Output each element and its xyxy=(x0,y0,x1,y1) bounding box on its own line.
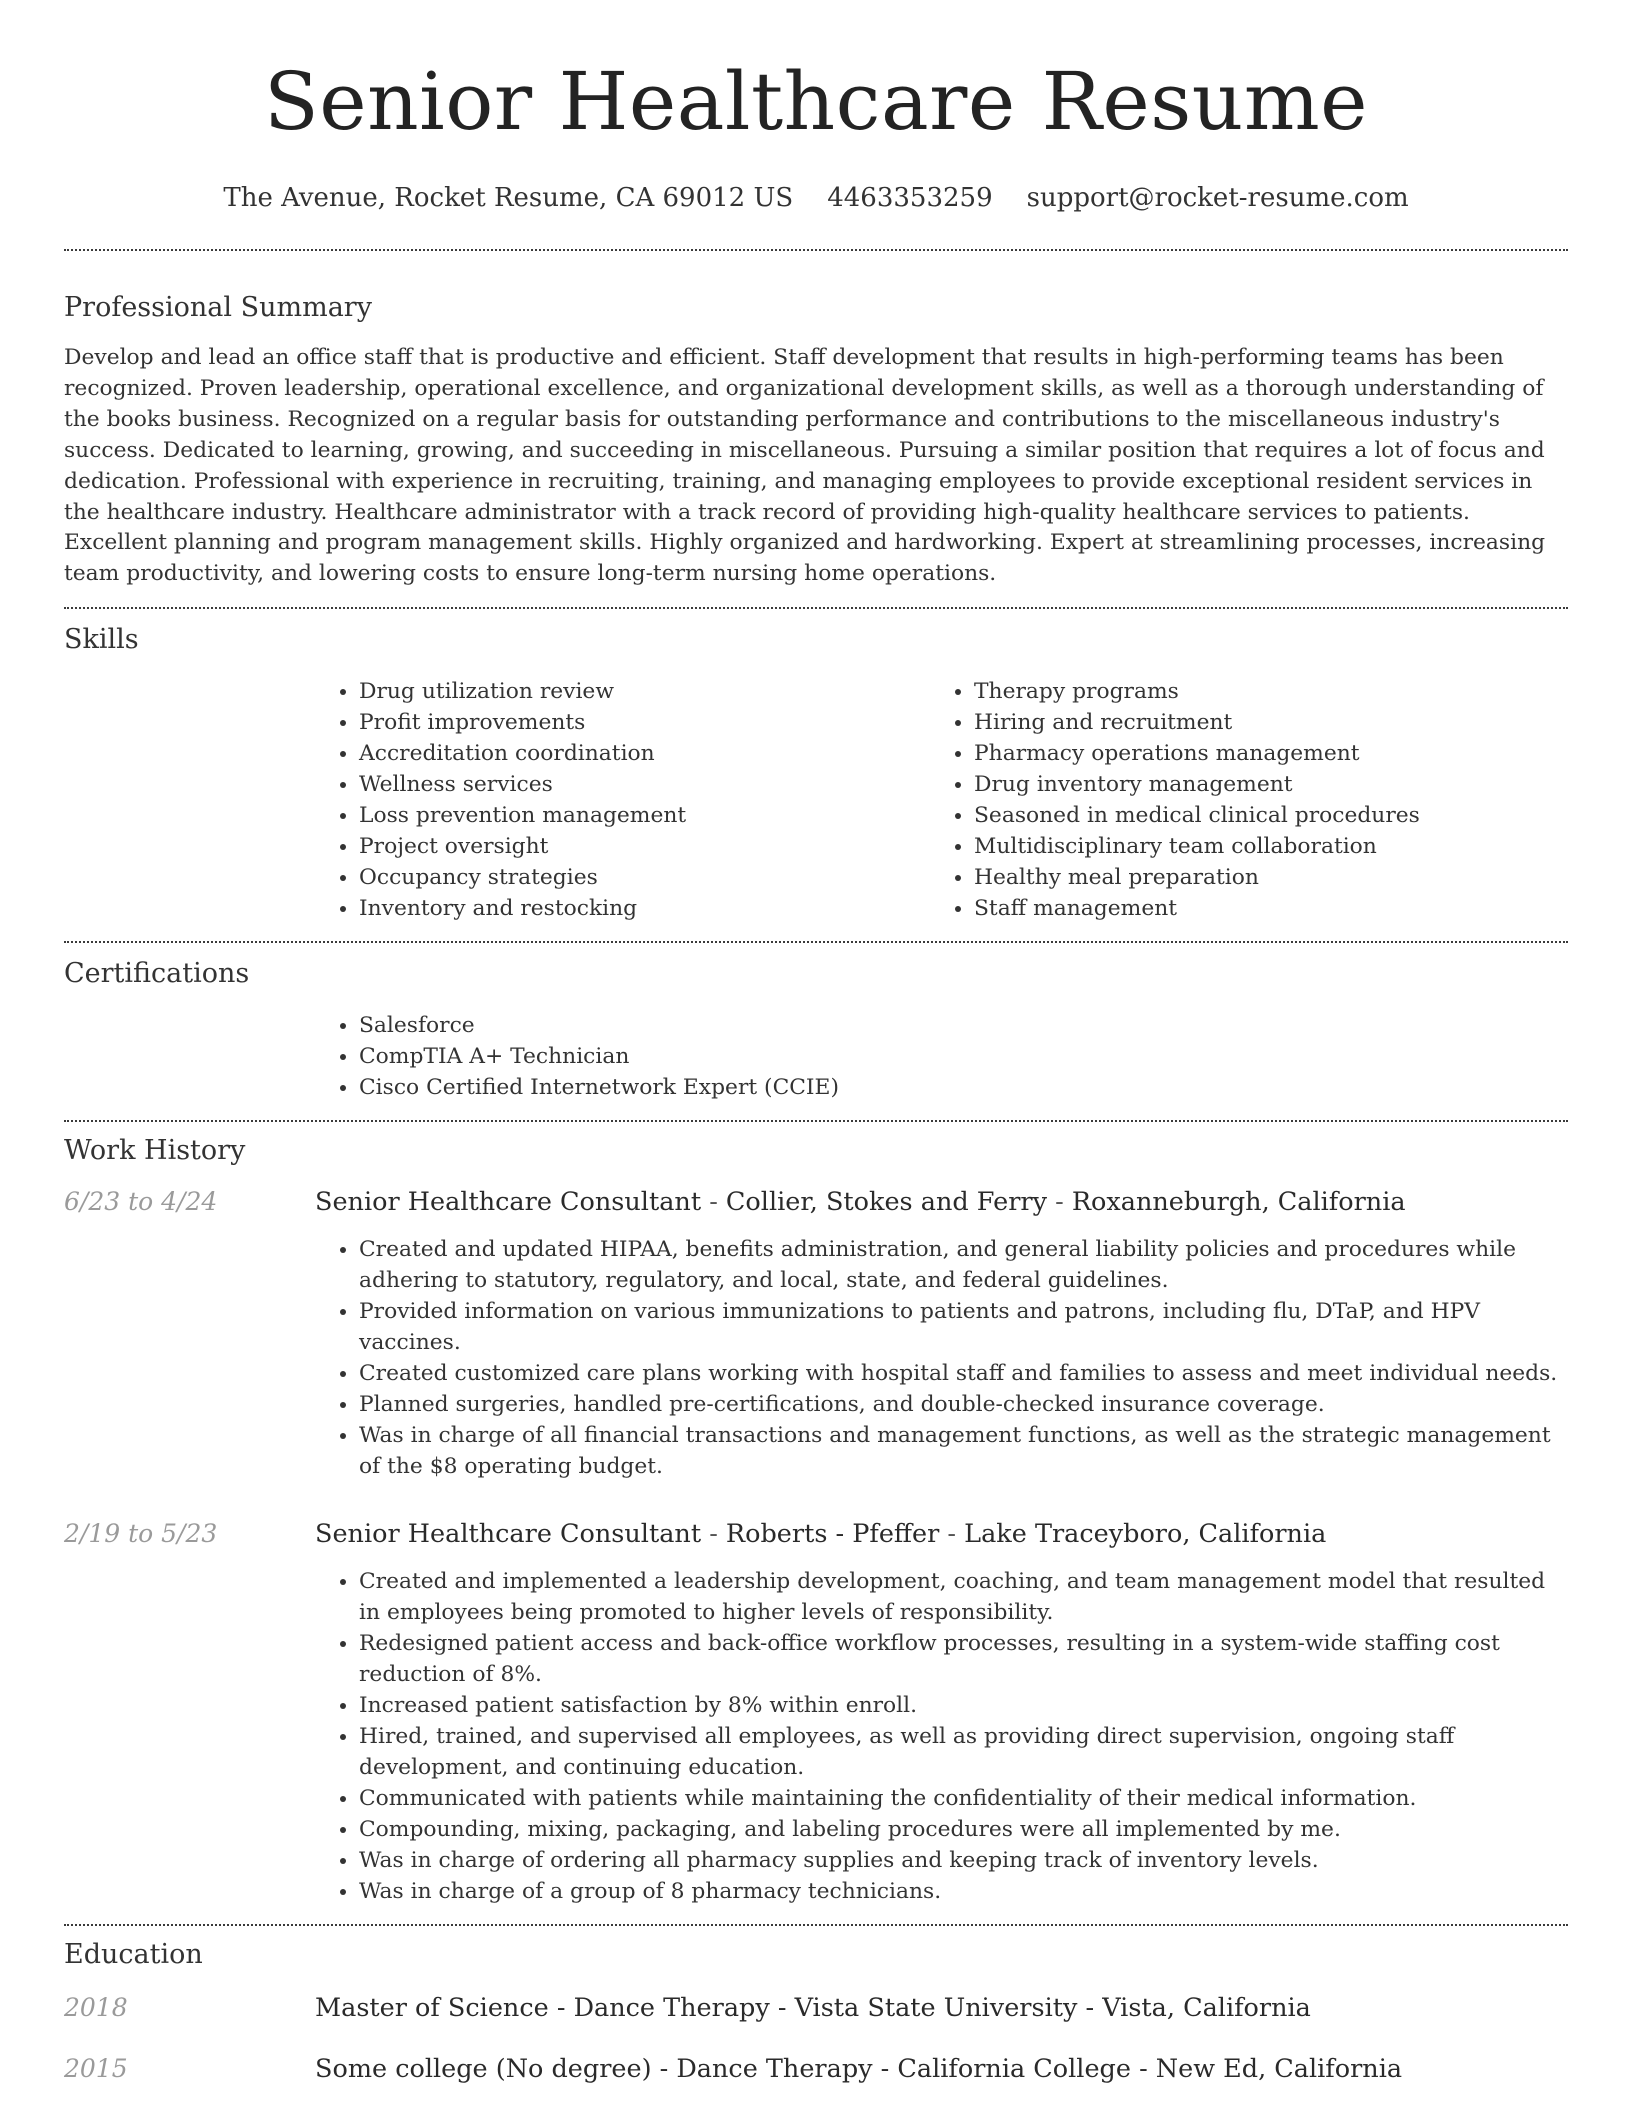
job-bullet: • Redesigned patient access and back-office workflow processes, resulting in a system-wide staffing cost reduction of 8%. xyxy=(359,1628,1568,1690)
education-year: 2018 xyxy=(64,1993,128,2023)
job-company: Collier, Stokes and Ferry xyxy=(725,1187,1047,1218)
job-header xyxy=(64,1519,1568,1549)
job-bullet: • Planned surgeries, handled pre-certifications, and double-checked insurance coverage. xyxy=(359,1389,1568,1420)
education-section xyxy=(64,1926,1568,2084)
education-entry xyxy=(64,1993,1568,2023)
job-bullet: • Was in charge of ordering all pharmacy supplies and keeping track of inventory levels. xyxy=(359,1845,1568,1876)
education-field: Dance Therapy xyxy=(676,2054,873,2085)
skill-item: • Drug utilization review xyxy=(359,676,930,707)
section-title-work: Work History xyxy=(64,1135,246,1167)
summary-text: Develop and lead an office staff that is productive and efficient. Staff development that results in high-performing teams has been recognized. Proven leadership, operational excellence, and organizational development skills, as well as a thorough understanding of the books business. Recognized on a regular basis for outstanding performance and contributions to the miscellaneous industry's success. Dedicated to learning, growing, and succeeding in miscellaneous. Pursuing a similar position that requires a lot of focus and dedication. Professional with experience in recruiting, training, and managing employees to provide exceptional resident services in the healthcare industry. Healthcare administrator with a track record of providing high-quality healthcare services to patients. Excellent planning and program management skills. Highly organized and hardworking. Expert at streamlining processes, increasing team productivity, and lowering costs to ensure long-term nursing home operations. xyxy=(64,345,1546,587)
contact-address: The Avenue, Rocket Resume, CA 69012 US xyxy=(223,183,794,213)
separator: - xyxy=(939,1519,965,1550)
certification-item: • CompTIA A+ Technician xyxy=(359,1041,1568,1072)
skill-item: • Inventory and restocking xyxy=(359,893,930,924)
skill-item: • Occupancy strategies xyxy=(359,862,930,893)
skill-item: • Hiring and recruitment xyxy=(974,707,1568,738)
skill-item: • Loss prevention management xyxy=(359,800,930,831)
education-title xyxy=(315,1993,1311,2023)
job-bullets xyxy=(315,1234,1568,1482)
contact-phone: 4463353259 xyxy=(827,183,993,213)
section-title-skills: Skills xyxy=(64,624,139,656)
job-bullet: • Communicated with patients while maintaining the confidentiality of their medical information. xyxy=(359,1783,1568,1814)
education-title xyxy=(315,2054,1402,2084)
job-bullet: • Was in charge of all financial transactions and management functions, as well as the strategic management of the $8 operating budget. xyxy=(359,1420,1568,1482)
section-title-summary: Professional Summary xyxy=(64,292,372,323)
skill-item: • Wellness services xyxy=(359,769,930,800)
education-school: Vista State University xyxy=(794,1993,1078,2024)
skill-item: • Accreditation coordination xyxy=(359,738,930,769)
section-title-certifications: Certifications xyxy=(64,958,250,990)
skills-section xyxy=(64,609,1568,924)
separator: - xyxy=(701,1187,726,1218)
skill-item: • Seasoned in medical clinical procedures xyxy=(974,800,1568,831)
separator: - xyxy=(1077,1993,1103,2024)
separator: - xyxy=(1130,2054,1156,2085)
job-bullet-list xyxy=(315,1234,1568,1482)
education-year: 2015 xyxy=(64,2054,128,2084)
job-bullet: • Was in charge of a group of 8 pharmacy technicians. xyxy=(359,1876,1568,1907)
resume-name: Senior Healthcare Resume xyxy=(263,55,1369,148)
job-role: Senior Healthcare Consultant xyxy=(315,1187,702,1218)
job-header xyxy=(64,1187,1568,1217)
job-bullet-list xyxy=(315,1566,1568,1907)
education-entry xyxy=(64,2054,1568,2084)
contact-email: support@rocket-resume.com xyxy=(1026,183,1409,213)
education-field: Dance Therapy xyxy=(573,1993,770,2024)
separator: - xyxy=(651,2054,677,2085)
job-bullet: • Increased patient satisfaction by 8% within enroll. xyxy=(359,1690,1568,1721)
skill-item: • Staff management xyxy=(974,893,1568,924)
separator: - xyxy=(872,2054,898,2085)
job-location: Roxanneburgh, California xyxy=(1071,1187,1406,1218)
certification-item: • Cisco Certified Internetwork Expert (CCIE) xyxy=(359,1072,1568,1103)
work-section xyxy=(64,1122,1568,1907)
education-location: Vista, California xyxy=(1102,1993,1311,2024)
skill-item: • Therapy programs xyxy=(974,676,1568,707)
job-bullet: • Created and implemented a leadership development, coaching, and team management model that resulted in employees being promoted to higher levels of responsibility. xyxy=(359,1566,1568,1628)
job-title xyxy=(315,1519,1326,1549)
summary-section xyxy=(64,251,1568,590)
education-list xyxy=(64,1993,1568,2084)
job-entry xyxy=(64,1187,1568,1482)
skill-item: • Drug inventory management xyxy=(974,769,1568,800)
job-bullet: • Hired, trained, and supervised all employees, as well as providing direct supervision, ongoing staff development, and continuing education. xyxy=(359,1721,1568,1783)
job-title xyxy=(315,1187,1406,1217)
job-bullet: • Created customized care plans working with hospital staff and families to assess and meet individual needs. xyxy=(359,1358,1568,1389)
skill-item: • Profit improvements xyxy=(359,707,930,738)
separator: - xyxy=(769,1993,795,2024)
education-location: New Ed, California xyxy=(1155,2054,1403,2085)
skills-list-left xyxy=(315,676,930,924)
separator: - xyxy=(1046,1187,1072,1218)
education-school: California College xyxy=(897,2054,1131,2085)
contact-line xyxy=(64,181,1568,215)
separator: - xyxy=(548,1993,574,2024)
job-bullets xyxy=(315,1566,1568,1907)
section-title-education: Education xyxy=(64,1939,203,1971)
certifications-section xyxy=(64,943,1568,1103)
job-list xyxy=(64,1187,1568,1907)
certification-item: • Salesforce xyxy=(359,1010,1568,1041)
job-dates: 2/19 to 5/23 xyxy=(64,1519,218,1549)
skills-list-right xyxy=(930,676,1568,924)
education-degree: Master of Science xyxy=(315,1993,549,2024)
education-degree: Some college (No degree) xyxy=(315,2054,652,2085)
job-bullet: • Created and updated HIPAA, benefits administration, and general liability policies and procedures while adhering to statutory, regulatory, and local, state, and federal guidelines. xyxy=(359,1234,1568,1296)
skills-grid xyxy=(315,676,1568,924)
skill-item: • Multidisciplinary team collaboration xyxy=(974,831,1568,862)
job-role: Senior Healthcare Consultant xyxy=(315,1519,702,1550)
job-company: Roberts - Pfeffer xyxy=(725,1519,940,1550)
job-entry xyxy=(64,1519,1568,1907)
skill-item: • Project oversight xyxy=(359,831,930,862)
job-bullet: • Provided information on various immunizations to patients and patrons, including flu, DTaP, and HPV vaccines. xyxy=(359,1296,1568,1358)
job-location: Lake Traceyboro, California xyxy=(964,1519,1327,1550)
job-bullet: • Compounding, mixing, packaging, and labeling procedures were all implemented by me. xyxy=(359,1814,1568,1845)
skill-item: • Pharmacy operations management xyxy=(974,738,1568,769)
skill-item: • Healthy meal preparation xyxy=(974,862,1568,893)
certifications-list xyxy=(315,1010,1568,1103)
separator: - xyxy=(701,1519,726,1550)
job-dates: 6/23 to 4/24 xyxy=(64,1187,218,1217)
